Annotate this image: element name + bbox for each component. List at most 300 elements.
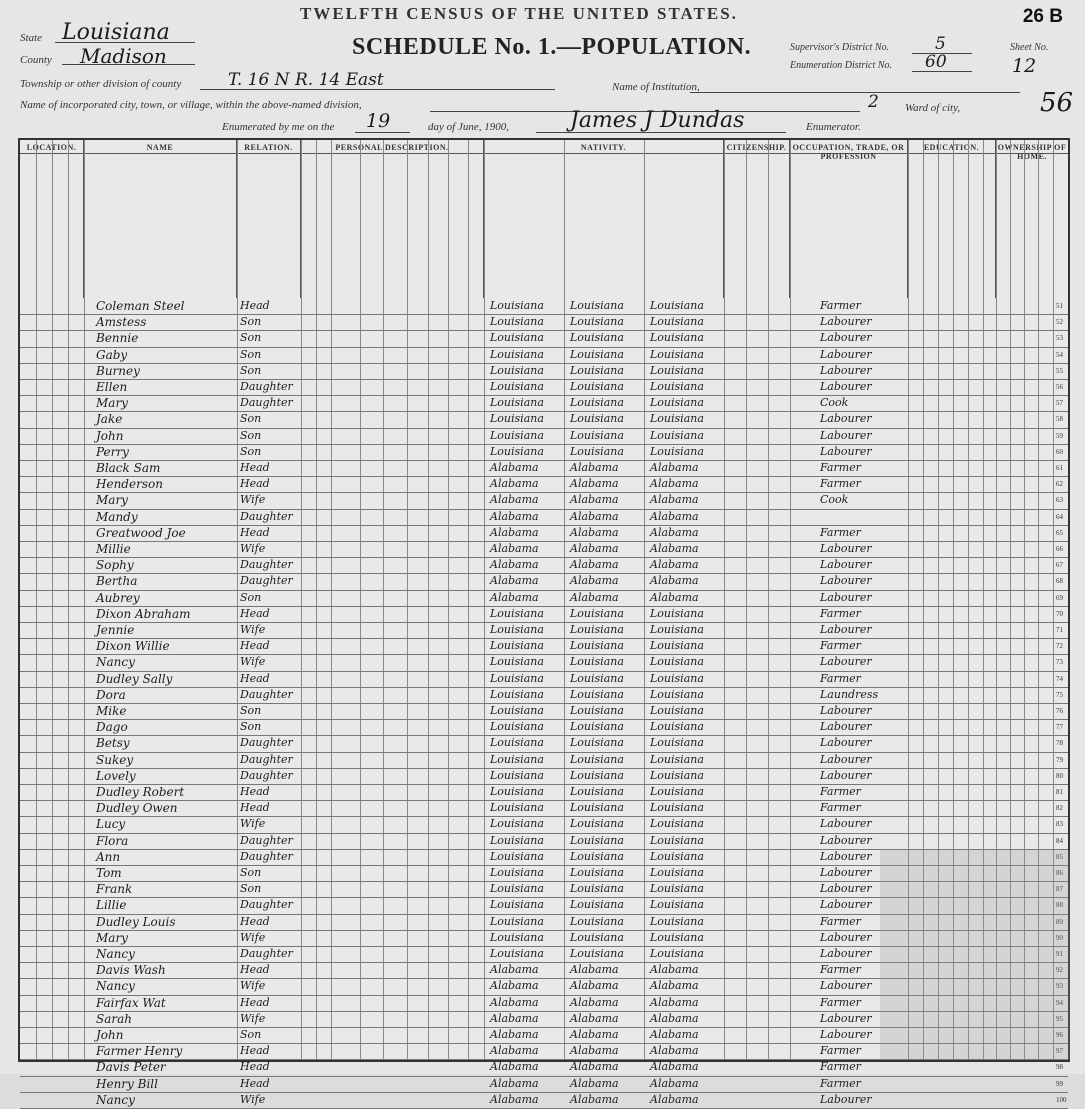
birthplace-person: Alabama [490,995,539,1009]
birthplace-father: Louisiana [570,671,624,685]
column-rule [484,140,485,1060]
birthplace-mother: Alabama [650,1060,699,1074]
birthplace-mother: Alabama [650,590,699,604]
birthplace-mother: Louisiana [650,396,704,410]
line-number: 96 [1056,1031,1063,1039]
person-name: Fairfax Wat [96,995,166,1010]
birthplace-mother: Louisiana [650,380,704,393]
institution-underline [690,92,1020,93]
birthplace-mother: Louisiana [650,606,704,620]
birthplace-mother: Alabama [650,1011,699,1025]
education-header: EDUCATION. [908,140,996,298]
birthplace-mother: Louisiana [650,444,704,458]
person-name: Mike [96,704,127,718]
occupation-cell: Labourer [820,542,872,555]
birthplace-father: Louisiana [570,315,624,329]
birthplace-person: Louisiana [490,315,544,329]
row-rule [20,735,1068,736]
line-number: 67 [1056,561,1063,570]
line-number: 83 [1056,820,1063,829]
birthplace-father: Louisiana [570,752,624,766]
birthplace-father: Louisiana [570,768,624,782]
birthplace-father: Alabama [570,963,619,977]
birthplace-mother: Louisiana [650,849,704,863]
institution-label: Name of Institution, [612,81,700,93]
occupation-cell: Farmer [820,1044,861,1058]
enumerated-middle: day of June, 1900, [428,121,509,133]
column-rule [84,140,85,1060]
relation-cell: Wife [240,623,266,636]
birthplace-father: Louisiana [570,639,624,653]
occupation-cell: Labourer [820,1011,872,1025]
occupation-header: OCCUPATION, TRADE, OR PROFESSION [790,140,908,298]
person-name: Lovely [96,768,136,783]
relation-cell: Son [240,882,262,896]
birthplace-father: Louisiana [570,412,624,426]
relation-cell: Son [240,347,262,361]
occupation-cell: Labourer [820,428,872,442]
birthplace-father: Alabama [570,1028,619,1041]
relation-cell: Head [240,914,270,928]
occupation-cell: Labourer [820,720,872,734]
nativity-header: NATIVITY. [484,140,724,298]
relation-cell: Daughter [240,752,293,766]
birthplace-person: Louisiana [490,623,544,636]
person-name: Tom [96,866,122,880]
line-number: 79 [1056,755,1063,764]
column-rule [316,140,317,1060]
occupation-cell: Labourer [820,590,872,604]
relation-cell: Daughter [240,768,293,782]
line-number: 94 [1056,998,1063,1007]
occupation-cell: Farmer [820,995,861,1009]
birthplace-father: Louisiana [570,882,624,896]
line-number: 82 [1056,804,1063,813]
birthplace-person: Alabama [490,1028,539,1041]
birthplace-mother: Alabama [650,963,699,977]
county-value: Madison [80,44,167,68]
birthplace-person: Alabama [490,525,539,539]
row-rule [20,654,1068,655]
birthplace-mother: Louisiana [650,833,704,847]
row-rule [20,719,1068,720]
column-rule [68,140,69,1060]
person-name: Burney [96,363,140,378]
row-rule [20,379,1068,380]
birthplace-mother: Louisiana [650,655,704,669]
birthplace-person: Alabama [490,558,539,572]
person-name: Amstess [96,315,147,330]
ward-value: 2 [868,92,879,112]
line-number: 90 [1056,933,1063,942]
birthplace-mother: Louisiana [650,671,704,685]
relation-cell: Wife [240,1011,266,1025]
relation-cell: Daughter [240,947,293,960]
relation-cell: Son [240,315,262,329]
occupation-cell: Farmer [820,914,861,928]
column-rule [383,140,384,1060]
enumerated-prefix: Enumerated by me on the [222,121,335,133]
relation-cell: Head [240,525,270,539]
line-number: 97 [1056,1047,1063,1056]
person-name: Nancy [96,979,135,994]
birthplace-mother: Alabama [650,477,699,491]
line-number: 55 [1056,366,1063,375]
occupation-cell: Labourer [820,412,872,426]
line-number: 62 [1056,480,1063,489]
relation-cell: Head [240,963,270,977]
row-rule [20,833,1068,834]
person-name: Henderson [96,477,163,492]
birthplace-mother: Louisiana [650,363,704,377]
birthplace-person: Alabama [490,477,539,491]
birthplace-mother: Alabama [650,1028,699,1041]
occupation-cell: Labourer [820,817,872,831]
birthplace-person: Alabama [490,493,539,507]
occupation-cell: Labourer [820,736,872,750]
relation-cell: Daughter [240,509,293,523]
relation-cell: Head [240,1044,270,1058]
occupation-cell: Labourer [820,331,872,345]
person-name: Aubrey [96,590,140,605]
ward-mark: 56 [1040,88,1074,118]
birthplace-mother: Louisiana [650,639,704,653]
line-number: 60 [1056,447,1063,456]
enumeration-value: 60 [925,52,947,72]
relation-cell: Daughter [240,574,293,588]
line-number: 87 [1056,885,1063,894]
relation-cell: Head [240,477,270,491]
occupation-cell: Labourer [820,655,872,669]
birthplace-person: Alabama [490,963,539,977]
line-number: 73 [1056,658,1063,667]
birthplace-mother: Louisiana [650,331,704,345]
row-rule [20,476,1068,477]
state-label: State [20,32,42,44]
birthplace-mother: Louisiana [650,704,704,717]
birthplace-father: Alabama [570,542,619,555]
birthplace-mother: Alabama [650,558,699,572]
township-label: Township or other division of county [20,78,182,90]
relation-cell: Son [240,412,262,426]
line-number: 63 [1056,496,1063,505]
line-number: 74 [1056,674,1063,683]
birthplace-person: Alabama [490,1076,539,1090]
person-name: Dora [96,687,126,702]
birthplace-father: Alabama [570,493,619,507]
birthplace-father: Louisiana [570,428,624,442]
location-header: LOCATION. [20,140,84,298]
occupation-cell: Labourer [820,574,872,588]
occupation-cell: Farmer [820,785,861,798]
birthplace-mother: Alabama [650,542,699,555]
occupation-cell: Labourer [820,1028,872,1041]
relation-cell: Daughter [240,736,293,750]
birthplace-person: Louisiana [490,785,544,798]
row-rule [20,573,1068,574]
birthplace-mother: Louisiana [650,736,704,750]
row-rule [20,590,1068,591]
birthplace-father: Louisiana [570,801,624,815]
line-number: 56 [1056,383,1063,391]
person-name: Dudley Sally [96,671,173,686]
row-rule [20,541,1068,542]
birthplace-person: Alabama [490,542,539,555]
occupation-cell: Farmer [820,525,861,539]
row-rule [20,752,1068,753]
line-number: 93 [1056,982,1063,991]
birthplace-mother: Alabama [650,525,699,539]
line-number: 75 [1056,690,1063,699]
name-header: NAME [84,140,237,298]
birthplace-person: Alabama [490,979,539,993]
birthplace-father: Louisiana [570,655,624,669]
birthplace-person: Louisiana [490,930,544,944]
birthplace-person: Louisiana [490,363,544,377]
line-number: 70 [1056,609,1063,618]
relation-cell: Wife [240,1092,266,1106]
birthplace-person: Louisiana [490,866,544,879]
day-underline [355,132,410,133]
birthplace-person: Louisiana [490,817,544,831]
birthplace-person: Louisiana [490,444,544,458]
birthplace-mother: Louisiana [650,299,704,312]
occupation-cell: Labourer [820,947,872,960]
enumerator-label: Enumerator. [806,121,861,133]
person-name: Davis Wash [96,963,166,978]
line-number: 95 [1056,1014,1063,1023]
birthplace-person: Louisiana [490,687,544,701]
birthplace-mother: Alabama [650,1044,699,1058]
birthplace-person: Louisiana [490,720,544,734]
row-rule [20,768,1068,769]
relation-cell: Son [240,704,262,717]
occupation-cell: Cook [820,493,849,507]
birthplace-mother: Alabama [650,1092,699,1106]
birthplace-person: Louisiana [490,347,544,361]
person-name: Lucy [96,817,126,832]
birthplace-mother: Louisiana [650,752,704,766]
line-number: 53 [1056,334,1063,343]
birthplace-father: Louisiana [570,930,624,944]
row-rule [20,1092,1068,1093]
occupation-cell: Laundress [820,687,879,701]
person-name: Dudley Robert [96,785,185,799]
person-name: Bennie [96,331,139,346]
relation-cell: Head [240,461,270,474]
birthplace-mother: Louisiana [650,412,704,426]
occupation-cell: Labourer [820,1092,872,1106]
birthplace-father: Louisiana [570,687,624,701]
occupation-cell: Labourer [820,882,872,896]
relation-cell: Daughter [240,380,293,393]
birthplace-person: Louisiana [490,639,544,653]
relation-cell: Son [240,1028,262,1041]
person-name: Millie [96,542,131,556]
row-rule [20,330,1068,331]
relation-cell: Daughter [240,849,293,863]
supervisor-label: Supervisor's District No. [790,42,890,53]
person-name: Dudley Louis [96,914,176,929]
column-rule [360,140,361,1060]
occupation-cell: Farmer [820,299,861,312]
person-name: Flora [96,833,129,848]
sheet-id: 26 B [1022,6,1063,27]
occupation-cell: Farmer [820,1060,861,1074]
line-number: 58 [1056,415,1063,424]
line-number: 72 [1056,642,1063,651]
birthplace-person: Louisiana [490,299,544,312]
occupation-cell: Farmer [820,801,861,815]
census-title: TWELFTH CENSUS OF THE UNITED STATES. [300,4,738,23]
birthplace-father: Louisiana [570,347,624,361]
birthplace-person: Louisiana [490,801,544,815]
birthplace-person: Louisiana [490,736,544,750]
line-number: 80 [1056,771,1063,780]
relation-cell: Head [240,785,270,798]
birthplace-father: Louisiana [570,704,624,717]
line-number: 78 [1056,739,1063,748]
person-name: Betsy [96,736,130,751]
enumerator-value: James J Dundas [570,108,745,133]
birthplace-person: Louisiana [490,655,544,669]
line-number: 57 [1056,399,1063,408]
column-rule [644,140,645,1060]
column-rule [724,140,725,1060]
person-name: Gaby [96,347,128,362]
birthplace-father: Louisiana [570,720,624,734]
line-number: 66 [1056,545,1063,553]
occupation-cell: Labourer [820,866,872,879]
occupation-cell: Labourer [820,363,872,377]
column-rule [564,140,565,1060]
relation-cell: Son [240,590,262,604]
birthplace-mother: Louisiana [650,347,704,361]
birthplace-father: Louisiana [570,623,624,636]
relation-cell: Son [240,363,262,377]
birthplace-person: Alabama [490,1060,539,1074]
person-name: Black Sam [96,461,161,475]
column-rule [237,140,238,1060]
birthplace-father: Alabama [570,509,619,523]
relation-cell: Wife [240,542,266,555]
person-name: Jake [96,412,123,427]
birthplace-father: Louisiana [570,866,624,879]
birthplace-mother: Louisiana [650,898,704,912]
relation-cell: Head [240,671,270,685]
line-number: 100 [1056,1095,1067,1104]
township-value: T. 16 N R. 14 East [228,70,384,90]
column-rule [301,140,302,1060]
relation-cell: Son [240,444,262,458]
line-number: 71 [1056,626,1063,634]
row-rule [20,460,1068,461]
birthplace-mother: Louisiana [650,930,704,944]
birthplace-mother: Alabama [650,574,699,588]
birthplace-father: Louisiana [570,396,624,410]
person-name: Perry [96,444,129,459]
person-name: Dago [96,720,128,735]
column-rule [52,140,53,1060]
occupation-cell: Labourer [820,444,872,458]
occupation-cell: Labourer [820,930,872,944]
birthplace-person: Louisiana [490,882,544,896]
row-rule [20,638,1068,639]
sheet-no-label: Sheet No. [1010,42,1049,53]
birthplace-father: Louisiana [570,898,624,912]
line-number: 51 [1056,302,1063,310]
birthplace-mother: Louisiana [650,428,704,442]
occupation-cell: Labourer [820,623,872,636]
occupation-cell: Labourer [820,380,872,393]
relation-cell: Wife [240,979,266,993]
birthplace-father: Louisiana [570,331,624,345]
relation-cell: Wife [240,930,266,944]
state-value: Louisiana [62,20,170,45]
birthplace-father: Louisiana [570,817,624,831]
birthplace-mother: Alabama [650,509,699,523]
relation-cell: Head [240,299,270,312]
birthplace-person: Louisiana [490,914,544,928]
birthplace-person: Louisiana [490,898,544,912]
county-label: County [20,54,52,66]
row-rule [20,509,1068,510]
birthplace-person: Louisiana [490,412,544,426]
birthplace-mother: Louisiana [650,817,704,831]
birthplace-mother: Alabama [650,995,699,1009]
birthplace-father: Louisiana [570,785,624,798]
person-name: Dudley Owen [96,801,178,816]
row-rule [20,347,1068,348]
birthplace-father: Louisiana [570,849,624,863]
birthplace-father: Louisiana [570,947,624,960]
birthplace-person: Alabama [490,1011,539,1025]
occupation-cell: Farmer [820,606,861,620]
birthplace-father: Alabama [570,461,619,474]
row-rule [20,622,1068,623]
birthplace-person: Louisiana [490,380,544,393]
line-number: 98 [1056,1063,1063,1072]
relation-cell: Daughter [240,558,293,572]
person-name: Nancy [96,655,135,670]
enumeration-label: Enumeration District No. [790,60,892,71]
relation-cell: Head [240,1060,270,1074]
column-rule [790,140,791,1060]
birthplace-mother: Louisiana [650,768,704,782]
row-rule [20,395,1068,396]
column-rule [407,140,408,1060]
column-rule [768,140,769,1060]
birthplace-person: Louisiana [490,331,544,345]
relation-cell: Wife [240,817,266,831]
relation-cell: Head [240,606,270,620]
occupation-cell: Labourer [820,833,872,847]
relation-cell: Head [240,1076,270,1090]
birthplace-person: Louisiana [490,768,544,782]
birthplace-person: Alabama [490,590,539,604]
birthplace-mother: Alabama [650,493,699,507]
line-number: 92 [1056,966,1063,975]
birthplace-mother: Louisiana [650,882,704,896]
birthplace-person: Louisiana [490,849,544,863]
relation-header: RELATION. [237,140,301,298]
occupation-cell: Labourer [820,752,872,766]
birthplace-mother: Alabama [650,461,699,474]
person-name: Sarah [96,1011,132,1026]
person-name: Lillie [96,898,127,913]
schedule-title: SCHEDULE No. 1.—POPULATION. [352,34,752,60]
supervisor-value: 5 [935,34,946,54]
